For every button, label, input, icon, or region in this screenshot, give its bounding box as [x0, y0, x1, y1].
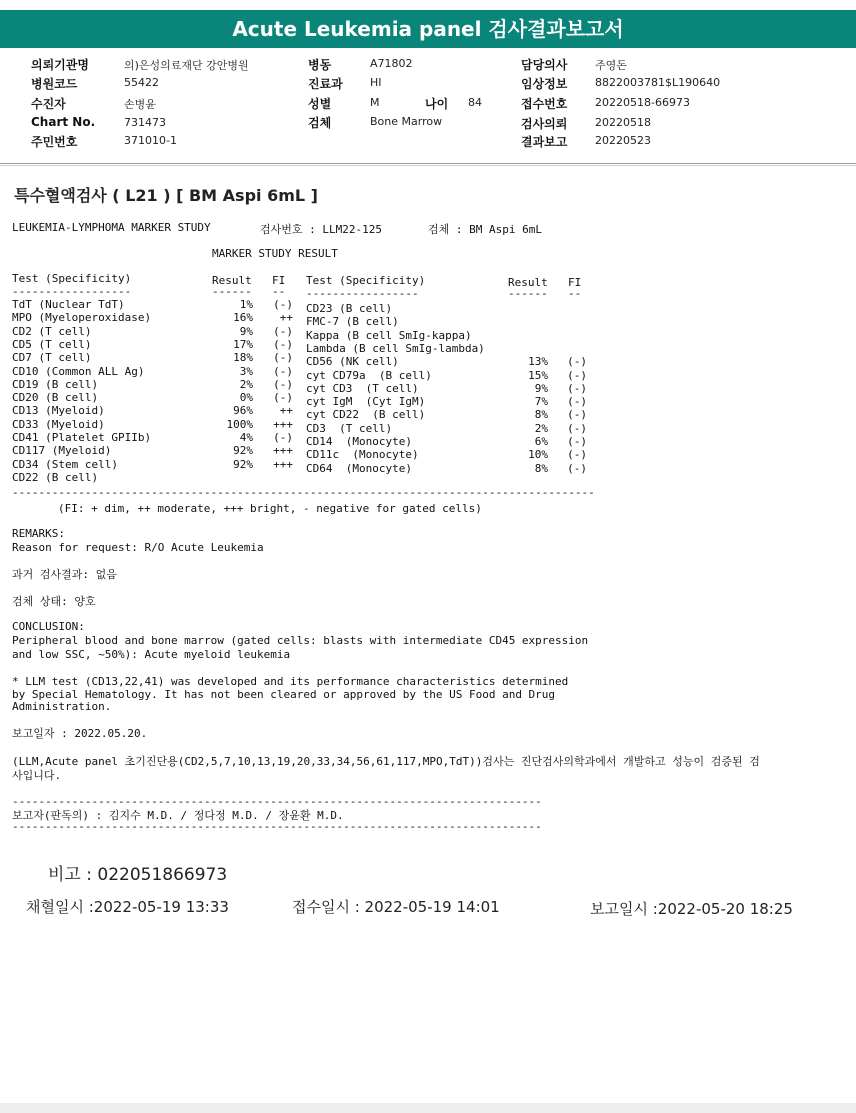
marker-fi: ++ — [279, 404, 293, 418]
marker-result: 9% — [534, 381, 548, 395]
receipt-no-value: 20220518-66973 — [595, 96, 690, 109]
marker-fi: ++ — [279, 311, 293, 325]
clinical-info-label: 임상정보 — [521, 77, 568, 91]
panel-note-line-1: (LLM,Acute panel 초기진단용(CD2,5,7,10,13,19,20,33,34,56,61,117,MPO,TdT))검사는 진단검사의학과에서 개발하고 성능이 검증된 검 — [12, 755, 760, 768]
age-value: 84 — [468, 96, 482, 109]
past-result: 과거 검사결과: 없음 — [12, 568, 117, 581]
marker-test: FMC-7 (B cell) — [306, 315, 399, 329]
hospital-code-value: 55422 — [124, 76, 159, 89]
marker-fi: (-) — [273, 431, 293, 444]
result-date-label: 결과보고 — [521, 135, 568, 149]
request-date-label: 검사의뢰 — [521, 117, 568, 131]
section-title: 특수혈액검사 ( L21 ) [ BM Aspi 6mL ] — [14, 186, 318, 205]
specimen-label: 검체 — [308, 116, 332, 130]
ward-value: A71802 — [370, 57, 413, 70]
marker-fi: (-) — [567, 381, 587, 395]
marker-test: CD56 (NK cell) — [306, 355, 399, 369]
marker-test: CD7 (T cell) — [12, 351, 92, 365]
marker-fi: (-) — [273, 377, 293, 391]
marker-test: cyt CD3 (T cell) — [306, 381, 419, 395]
underline-fi-right: -- — [568, 287, 582, 300]
marker-fi: +++ — [273, 444, 293, 458]
marker-test: CD11c (Monocyte) — [306, 448, 419, 462]
patient-header — [0, 48, 856, 164]
marker-test: cyt CD22 (B cell) — [306, 408, 426, 422]
underline-result-left: ------ — [212, 285, 252, 298]
marker-result: 0% — [239, 391, 253, 405]
marker-result: 9% — [239, 324, 253, 338]
receipt-no-label: 접수번호 — [521, 97, 568, 111]
marker-result: 92% — [233, 444, 253, 458]
marker-fi: (-) — [567, 355, 587, 369]
marker-result: 13% — [528, 355, 548, 369]
marker-test: CD19 (B cell) — [12, 377, 99, 391]
marker-test: CD117 (Myeloid) — [12, 444, 112, 458]
marker-fi: +++ — [273, 457, 293, 471]
age-label: 나이 — [425, 97, 449, 111]
underline-fi-left: -- — [272, 285, 286, 298]
reporter-top-rule: -------------------------------------------------------------------------------- — [12, 795, 542, 808]
marker-result: 2% — [239, 377, 253, 391]
marker-test: CD22 (B cell) — [12, 470, 99, 484]
marker-fi: (-) — [273, 391, 293, 405]
marker-test: CD5 (T cell) — [12, 337, 92, 351]
marker-test: CD13 (Myeloid) — [12, 404, 105, 418]
marker-fi: (-) — [567, 461, 587, 475]
marker-result: 2% — [534, 421, 548, 435]
resident-no-label: 주민번호 — [31, 135, 78, 149]
marker-result: 16% — [233, 311, 253, 325]
marker-result: 18% — [233, 351, 253, 365]
marker-fi: (-) — [273, 298, 293, 311]
collection-time: 채혈일시 :2022-05-19 13:33 — [26, 898, 229, 916]
chart-no-value: 731473 — [124, 116, 166, 129]
col-result-right: Result — [508, 276, 548, 289]
marker-result: 92% — [233, 457, 253, 471]
report-date: 보고일자 : 2022.05.20. — [12, 727, 148, 740]
department-value: HI — [370, 76, 382, 89]
marker-test: TdT (Nuclear TdT) — [12, 298, 125, 311]
marker-result: 7% — [534, 395, 548, 409]
institution-value: 의)은성의료재단 강안병원 — [124, 59, 249, 72]
physician-value: 주영돈 — [595, 59, 627, 72]
table-bottom-rule: ---------------------------------------------------------------------------------------- — [12, 486, 595, 499]
marker-fi: (-) — [273, 337, 293, 351]
report-title: Acute Leukemia panel 검사결과보고서 — [0, 10, 856, 48]
fi-legend: (FI: + dim, ++ moderate, +++ bright, - negative for gated cells) — [58, 502, 482, 515]
header-divider-shadow — [0, 165, 856, 166]
sex-label: 성별 — [308, 97, 332, 111]
specimen-state: 검체 상태: 양호 — [12, 595, 96, 608]
marker-test: CD14 (Monocyte) — [306, 435, 412, 448]
marker-fi: (-) — [273, 351, 293, 365]
underline-test-right: ----------------- — [306, 287, 419, 300]
marker-result: 15% — [528, 368, 548, 382]
marker-fi: (-) — [567, 435, 587, 448]
hospital-code-label: 병원코드 — [31, 77, 78, 91]
underline-result-right: ------ — [508, 287, 548, 300]
physician-label: 담당의사 — [521, 58, 568, 72]
llm-note-line-3: Administration. — [12, 700, 112, 713]
llm-note-line-1: * LLM test (CD13,22,41) was developed and its performance characteristics determined — [12, 675, 569, 688]
marker-result: 100% — [226, 417, 253, 431]
result-date-value: 20220523 — [595, 134, 651, 147]
marker-test: CD10 (Common ALL Ag) — [12, 364, 145, 378]
specimen-value: Bone Marrow — [370, 115, 443, 128]
marker-result: 1% — [239, 298, 253, 311]
marker-test: CD33 (Myeloid) — [12, 417, 105, 431]
marker-test: CD3 (T cell) — [306, 421, 393, 435]
marker-test: CD34 (Stem cell) — [12, 457, 118, 471]
chart-no-label: Chart No. — [31, 115, 96, 129]
panel-note-line-2: 사입니다. — [12, 769, 62, 782]
marker-result: 4% — [239, 431, 253, 444]
sex-value: M — [370, 96, 380, 109]
marker-test: cyt CD79a (B cell) — [306, 368, 432, 382]
marker-test: CD64 (Monocyte) — [306, 461, 412, 475]
reporters: 보고자(판독의) : 김지수 M.D. / 정다정 M.D. / 장윤환 M.D. — [12, 809, 344, 822]
marker-result: 8% — [534, 408, 548, 422]
header-divider — [0, 163, 856, 164]
institution-label: 의뢰기관명 — [31, 58, 89, 72]
receipt-time: 접수일시 : 2022-05-19 14:01 — [292, 898, 500, 916]
exam-number: 검사번호 : LLM22-125 — [260, 223, 382, 236]
marker-test: MPO (Myeloperoxidase) — [12, 311, 152, 325]
ward-label: 병동 — [308, 58, 332, 72]
llm-note-line-2: by Special Hematology. It has not been cleared or approved by the US Food and Drug — [12, 688, 556, 701]
underline-test-left: ------------------ — [12, 285, 132, 298]
report-time: 보고일시 :2022-05-20 18:25 — [590, 900, 793, 918]
col-fi-left: FI — [272, 274, 286, 287]
study-heading: LEUKEMIA-LYMPHOMA MARKER STUDY — [12, 221, 211, 234]
marker-result: 10% — [528, 448, 548, 462]
marker-fi: (-) — [273, 364, 293, 378]
remarks-label: REMARKS: — [12, 527, 65, 540]
page-bottom-bar — [0, 1103, 856, 1113]
study-specimen: 검체 : BM Aspi 6mL — [428, 223, 542, 236]
marker-test: cyt IgM (Cyt IgM) — [306, 395, 426, 409]
marker-fi: (-) — [567, 408, 587, 422]
marker-result: 3% — [239, 364, 253, 378]
col-fi-right: FI — [568, 276, 582, 289]
conclusion-line-2: and low SSC, ~50%): Acute myeloid leukemia — [12, 648, 291, 661]
marker-test: CD20 (B cell) — [12, 391, 99, 405]
marker-test: CD41 (Platelet GPIIb) — [12, 431, 152, 444]
marker-test: CD23 (B cell) — [306, 302, 393, 315]
col-test-right: Test (Specificity) — [306, 274, 426, 287]
result-title: MARKER STUDY RESULT — [212, 247, 338, 260]
marker-fi: (-) — [567, 421, 587, 435]
marker-test: Lambda (B cell SmIg-lambda) — [306, 341, 485, 355]
marker-result: 96% — [233, 404, 253, 418]
conclusion-label: CONCLUSION: — [12, 620, 85, 633]
marker-test: CD2 (T cell) — [12, 324, 92, 338]
marker-fi: (-) — [567, 395, 587, 409]
marker-test: Kappa (B cell SmIg-kappa) — [306, 328, 472, 342]
marker-result: 8% — [534, 461, 548, 475]
department-label: 진료과 — [308, 77, 343, 91]
clinical-info-value: 8822003781$L190640 — [595, 76, 721, 89]
resident-no-value: 371010-1 — [124, 134, 177, 147]
patient-value: 손병윤 — [124, 98, 156, 111]
marker-result: 6% — [534, 435, 548, 448]
col-test-left: Test (Specificity) — [12, 272, 132, 285]
reason-for-request: Reason for request: R/O Acute Leukemia — [12, 541, 264, 554]
marker-fi: (-) — [273, 324, 293, 338]
conclusion-line-1: Peripheral blood and bone marrow (gated cells: blasts with intermediate CD45 expression — [12, 634, 589, 647]
marker-fi: (-) — [567, 368, 587, 382]
marker-fi: (-) — [567, 448, 587, 462]
patient-label: 수진자 — [31, 97, 66, 111]
remark-number: 비고 : 022051866973 — [48, 865, 228, 885]
col-result-left: Result — [212, 274, 252, 287]
reporter-bottom-rule: -------------------------------------------------------------------------------- — [12, 820, 542, 833]
marker-fi: +++ — [273, 417, 293, 431]
request-date-value: 20220518 — [595, 116, 651, 129]
marker-result: 17% — [233, 337, 253, 351]
